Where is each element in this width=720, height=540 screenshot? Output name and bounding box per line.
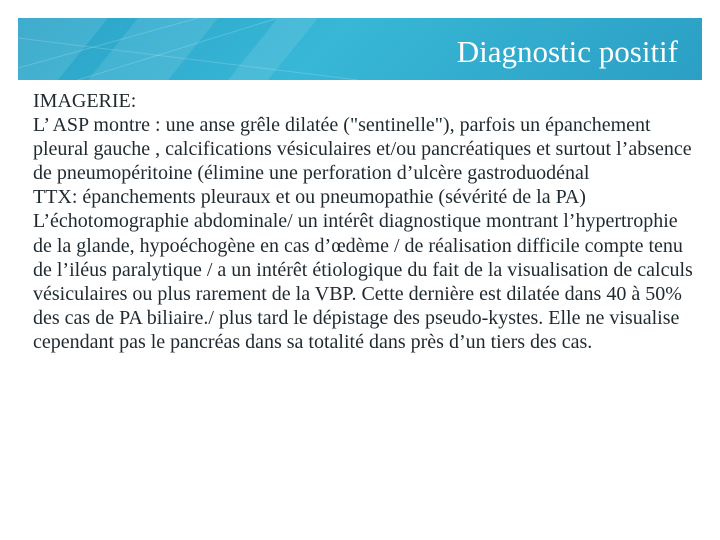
paragraph-echotomographie: L’échotomographie abdominale/ un intérêt diagnostique montrant l’hypertrophie de la glande, hypoéchogène en cas d’œdème / de réalisation difficile compte tenu de l’iléus paralytique / a un intérêt étiologique du fait de la visualisation de calculs vésiculaires ou plus rarement de la VBP. Cette dernière est dilatée dans 40 à 50% des cas de PA biliaire./ plus tard le dépistage des pseudo-kystes. Elle ne visualise cependant pas le pancréas dans sa totalité dans près d’un tiers des cas.	[33, 210, 693, 353]
title-banner	[18, 18, 702, 80]
slide-body	[33, 89, 698, 354]
paragraph-imagerie: IMAGERIE:	[33, 90, 137, 112]
paragraph-asp: L’ ASP montre : une anse grêle dilatée ("sentinelle"), parfois un épanchement pleural gauche , calcifications vésiculaires et/ou pancréatiques et surtout l’absence de pneumopéritoine (élimine une perforation d’ulcère gastroduodénal	[33, 114, 692, 185]
slide-title: Diagnostic positif	[456, 34, 678, 69]
paragraph-ttx: TTX: épanchements pleuraux et ou pneumopathie (sévérité de la PA)	[33, 186, 586, 209]
